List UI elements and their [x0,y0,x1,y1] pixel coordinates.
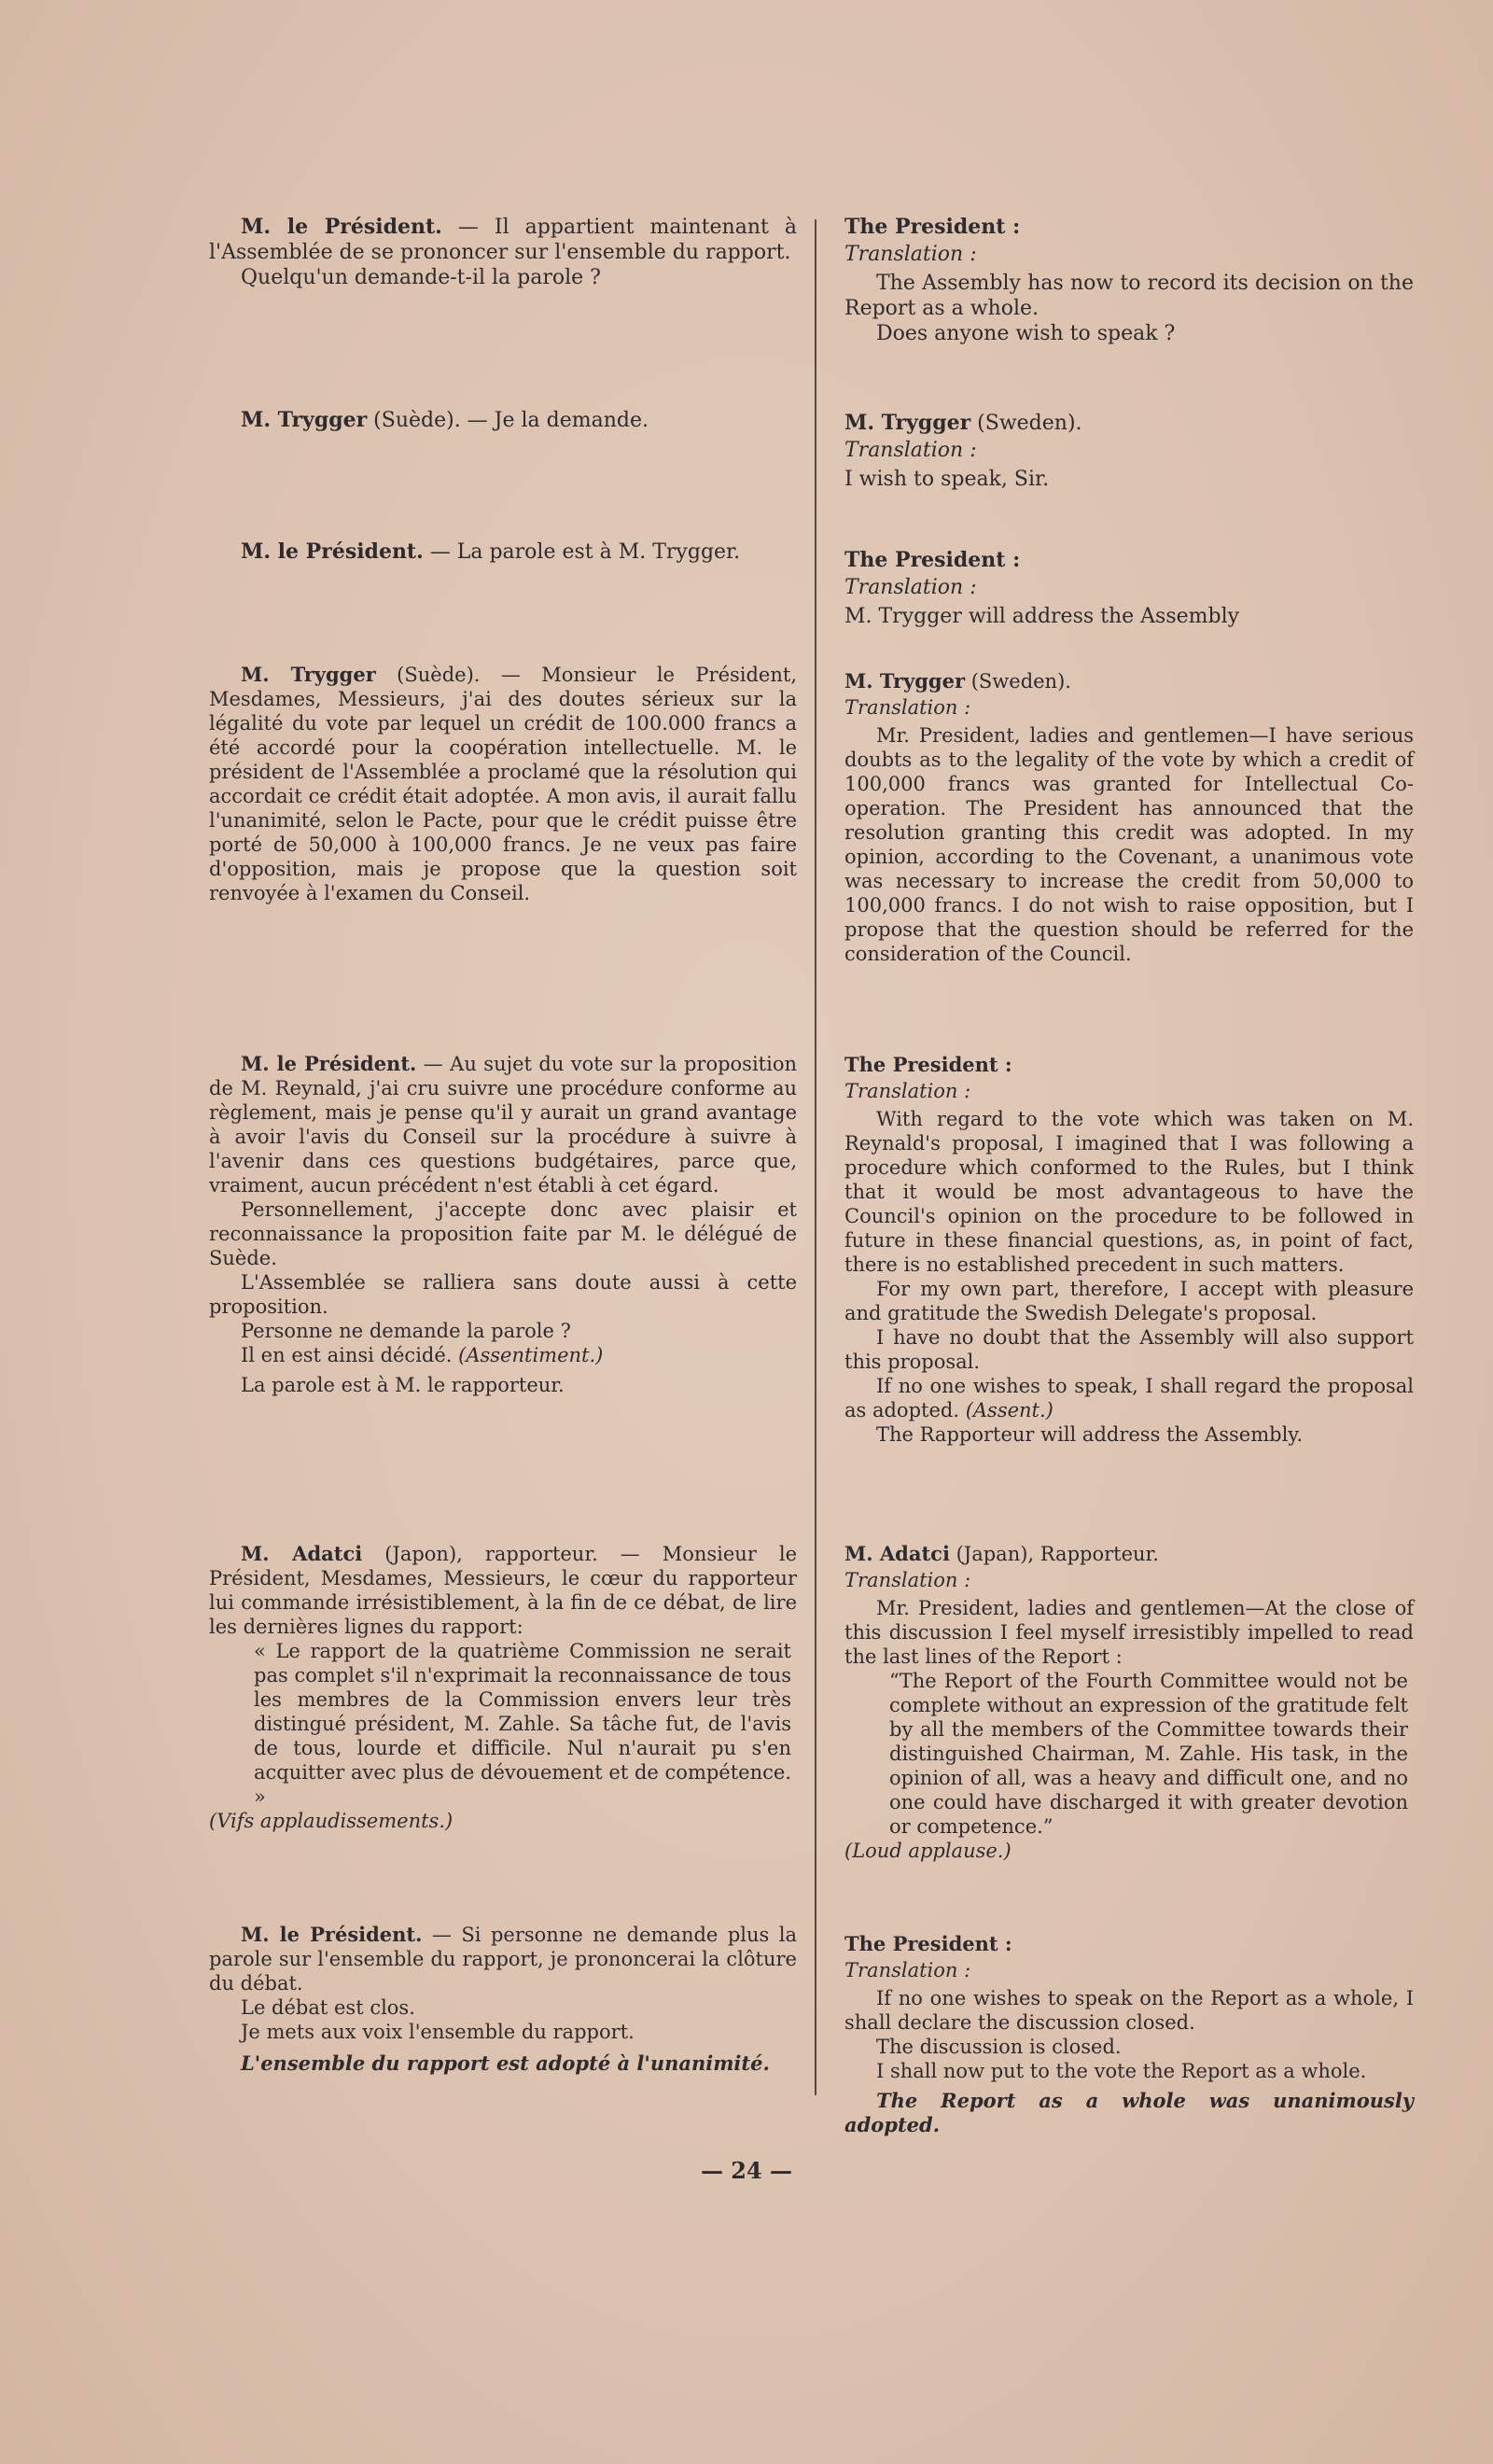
translation-label: Translation : [844,1080,971,1102]
fr-president-3 [209,1052,797,1397]
translation-label: Translation : [844,1569,971,1591]
speech-text: Personnellement, j'accepte donc avec plaisir et reconnaissance la proposition faite par M. le délégué de Suède. [209,1198,797,1269]
report-quote: « Le rapport de la quatrième Commission ne serait pas complet s'il n'exprimait la reconnaissance de tous les membres de la Commission envers leur très distingué président, M. Zahle. Sa tâche fut, de l'avis de tous, lourde et difficile. Nul n'aurait pu s'en acquitter avec plus de dévouement et de compétence. » [254,1640,791,1808]
speech-text: Je mets aux voix l'ensemble du rapport. [241,2021,635,2043]
speech-text: I have no doubt that the Assembly will also support this proposal. [844,1326,1414,1373]
speech-text: (Suède). — Monsieur le Président, Mesdames, Messieurs, j'ai des doutes sérieux sur la légalité du vote par lequel un crédit de 100.000 francs a été accordé pour la coopération intellectuelle. M. le président de l'Assemblée a proclamé que la résolution qui accordait ce crédit était adoptée. A mon avis, il aurait fallu l'unanimité, selon le Pacte, pour que le crédit puisse être porté de 50,000 à 100,000 francs. Je ne veux pas faire d'opposition, mais je propose que la question soit renvoyée à l'examen du Conseil. [209,664,797,904]
speech-text: The Assembly has now to record its decision on the Report as a whole. [844,272,1414,320]
speaker-name: M. Trygger [844,411,971,435]
speech-text: — Si personne ne demande plus la parole sur l'ensemble du rapport, je prononcerai la clôture du débat. [209,1924,797,1995]
fr-president-2 [209,539,797,565]
column-divider [815,219,816,2095]
speech-text: — Au sujet du vote sur la proposition de M. Reynald, j'ai cru suivre une procédure conforme au règlement, mais je pense qu'il y aurait un grand avantage à avoir l'avis du Conseil sur la procédure à suivre à l'avenir dans ces questions budgétaires, parce que, vraiment, aucun précédent n'est établi à cet égard. [209,1053,797,1197]
translation-label: Translation : [844,243,977,266]
translation-label: Translation : [844,696,971,719]
speaker-name: The President : [844,1053,1012,1076]
speaker-name: M. Adatci [844,1542,950,1565]
stage-direction: (Vifs applaudissements.) [209,1810,453,1832]
speech-text: Mr. President, ladies and gentlemen—At the close of this discussion I feel myself irresistibly impelled to read the last lines of the Report : [844,1597,1414,1668]
speech-text: The Rapporteur will address the Assembly. [876,1423,1304,1446]
en-president-4 [844,1932,1414,2137]
fr-adatci [209,1542,797,1833]
speech-text: (Suède). — Je la demande. [367,409,649,432]
speech-text: If no one wishes to speak, I shall regard the proposal as adopted. [844,1375,1414,1421]
speaker-country: (Sweden). [970,412,1082,435]
speaker-name: M. le Président. [241,1923,423,1946]
speech-text: I wish to speak, Sir. [844,468,1050,491]
page-number: — 24 — [700,2157,793,2184]
report-quote: “The Report of the Fourth Committee would not be complete without an expression of the gratitude felt by all the members of the Committee towards their distinguished Chairman, M. Zahle. His task, in the opinion of all, was a heavy and difficult one, and no one could have discharged it with greater devotion or competence.” [889,1670,1408,1838]
speech-text: M. Trygger will address the Assembly [844,605,1240,628]
translation-label: Translation : [844,576,977,599]
speaker-name: M. le Président. [241,1052,417,1075]
fr-president-4 [209,1923,797,2076]
en-trygger-2 [844,669,1414,966]
speech-text: Le débat est clos. [241,1996,415,2019]
speech-text: With regard to the vote which was taken on M. Reynald's proposal, I imagined that I was following a procedure which conformed to the Rules, but I think that it would be most advantageous to have the Council's opinion on the procedure to be followed in future in these financial questions, as, in point of fact, there is no established precedent in such matters. [844,1108,1414,1276]
speech-text: Mr. President, ladies and gentlemen—I have serious doubts as to the legality of the vote by which a credit of 100,000 francs was granted for Intellectual Co-operation. The President has announced that the resolution granting this credit was adopted. In my opinion, according to the Covenant, a unanimous vote was necessary to increase the credit from 50,000 to 100,000 francs. I do not wish to raise opposition, but I propose that the question should be referred for the consideration of the Council. [844,724,1414,965]
en-adatci [844,1542,1414,1863]
en-president-2 [844,548,1414,629]
stage-direction: (Loud applause.) [844,1840,1012,1862]
speaker-name: The President : [844,215,1021,239]
speech-text: L'Assemblée se ralliera sans doute aussi à cette proposition. [209,1271,797,1318]
translation-label: Translation : [844,439,977,462]
speech-text: La parole est à M. le rapporteur. [241,1374,565,1396]
speaker-name: M. le Président. [241,215,442,239]
fr-trygger-1 [209,408,797,433]
en-trygger-1 [844,411,1414,492]
speech-text: Quelqu'un demande-t-il la parole ? [241,266,601,289]
adoption-note: The Report as a whole was unanimously adopted. [844,2089,1414,2136]
en-president-1 [844,215,1414,346]
speaker-country: (Sweden). [965,670,1071,693]
speaker-name: M. le Président. [241,539,424,564]
stage-direction: (Assent.) [965,1399,1053,1421]
speech-text: I shall now put to the vote the Report as a whole. [876,2060,1367,2082]
speaker-name: The President : [844,1932,1012,1955]
fr-trygger-2 [209,663,797,905]
speech-text: — Il appartient maintenant à l'Assemblée de se prononcer sur l'ensemble du rapport. [209,216,798,264]
speech-text: Il en est ainsi décidé. [241,1344,459,1366]
stage-direction: (Assentiment.) [458,1344,604,1366]
speaker-name: M. Trygger [844,669,966,693]
speaker-country: (Japan), Rapporteur. [949,1543,1159,1565]
speaker-name: The President : [844,548,1021,572]
fr-president-1 [209,215,797,290]
adoption-note: L'ensemble du rapport est adopté à l'unanimité. [241,2051,770,2075]
speech-text: For my own part, therefore, I accept with pleasure and gratitude the Swedish Delegate's proposal. [844,1278,1414,1324]
en-president-3 [844,1053,1414,1447]
speaker-name: M. Adatci [241,1542,363,1565]
speech-text: (Japon), rapporteur. — Monsieur le Président, Mesdames, Messieurs, le cœur du rapporteur lui commande irrésistiblement, à la fin de ce débat, de lire les dernières lignes du rapport: [209,1543,797,1638]
speech-text: Personne ne demande la parole ? [241,1320,571,1342]
speech-text: — La parole est à M. Trygger. [423,540,741,564]
speech-text: The discussion is closed. [876,2036,1122,2058]
speaker-name: M. Trygger [241,663,376,686]
speech-text: Does anyone wish to speak ? [876,322,1176,345]
speech-text: If no one wishes to speak on the Report as a whole, I shall declare the discussion closed. [844,1987,1414,2034]
translation-label: Translation : [844,1959,971,1981]
speaker-name: M. Trygger [241,408,368,432]
